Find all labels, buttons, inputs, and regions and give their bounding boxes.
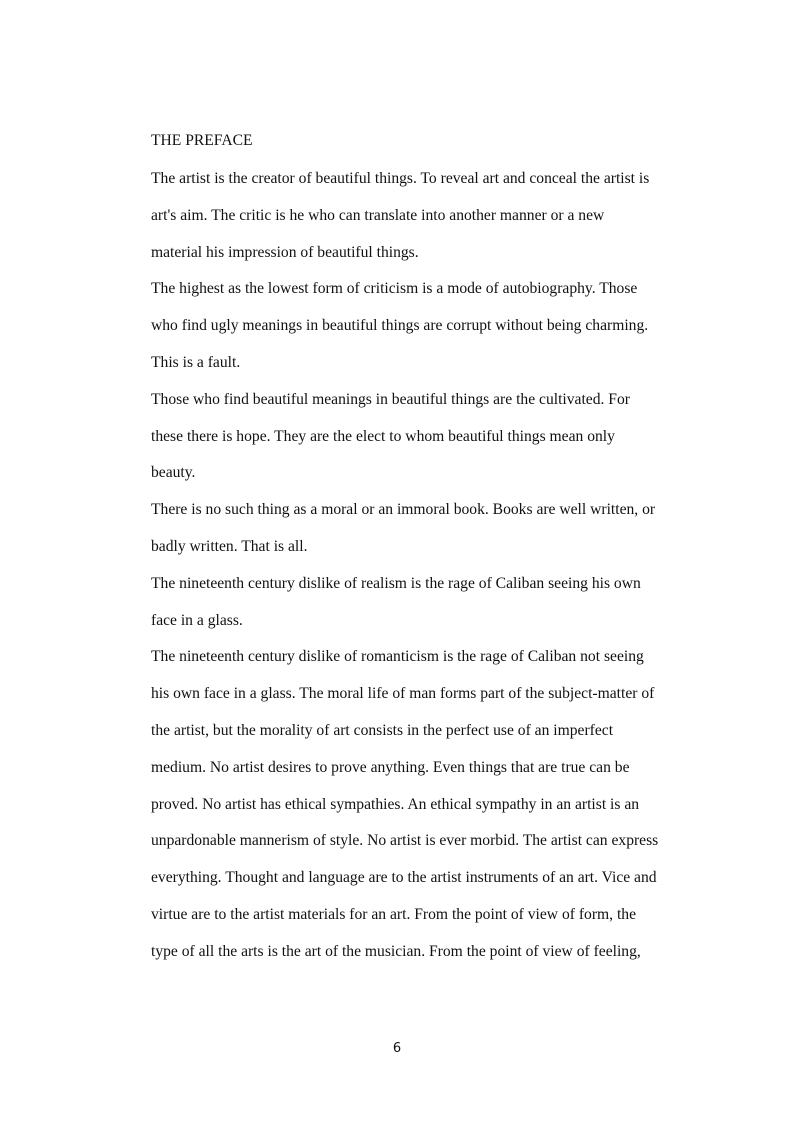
- text-line: The artist is the creator of beautiful things. To reveal art and conceal the artist is: [151, 170, 650, 187]
- text-line: unpardonable mannerism of style. No artist is ever morbid. The artist can express: [151, 832, 659, 849]
- text-line: the artist, but the morality of art consists in the perfect use of an imperfect: [151, 722, 614, 739]
- text-line: these there is hope. They are the elect to whom beautiful things mean only: [151, 428, 615, 445]
- heading: THE PREFACE: [151, 132, 253, 149]
- text-line: who find ugly meanings in beautiful things are corrupt without being charming.: [151, 317, 649, 334]
- text-line: type of all the arts is the art of the musician. From the point of view of feeling,: [151, 943, 641, 960]
- text-line: This is a fault.: [151, 354, 241, 371]
- text-line: The nineteenth century dislike of romanticism is the rage of Caliban not seeing: [151, 648, 644, 665]
- text-line: art's aim. The critic is he who can translate into another manner or a new: [151, 207, 605, 224]
- text-line: badly written. That is all.: [151, 538, 308, 555]
- text-line: medium. No artist desires to prove anything. Even things that are true can be: [151, 759, 630, 776]
- text-line: everything. Thought and language are to the artist instruments of an art. Vice and: [151, 869, 657, 886]
- text-line: proved. No artist has ethical sympathies. An ethical sympathy in an artist is an: [151, 796, 640, 813]
- text-line: The highest as the lowest form of criticism is a mode of autobiography. Those: [151, 280, 638, 297]
- text-line: his own face in a glass. The moral life of man forms part of the subject-matter of: [151, 685, 655, 702]
- text-line: face in a glass.: [151, 612, 243, 629]
- text-line: virtue are to the artist materials for an art. From the point of view of form, the: [151, 906, 636, 923]
- text-line: material his impression of beautiful things.: [151, 244, 419, 261]
- text-line: Those who find beautiful meanings in beautiful things are the cultivated. For: [151, 391, 630, 408]
- text-line: The nineteenth century dislike of realism is the rage of Caliban seeing his own: [151, 575, 641, 592]
- text-line: There is no such thing as a moral or an immoral book. Books are well written, or: [151, 501, 656, 518]
- page-number: 6: [392, 1041, 402, 1056]
- text-line: beauty.: [151, 464, 196, 481]
